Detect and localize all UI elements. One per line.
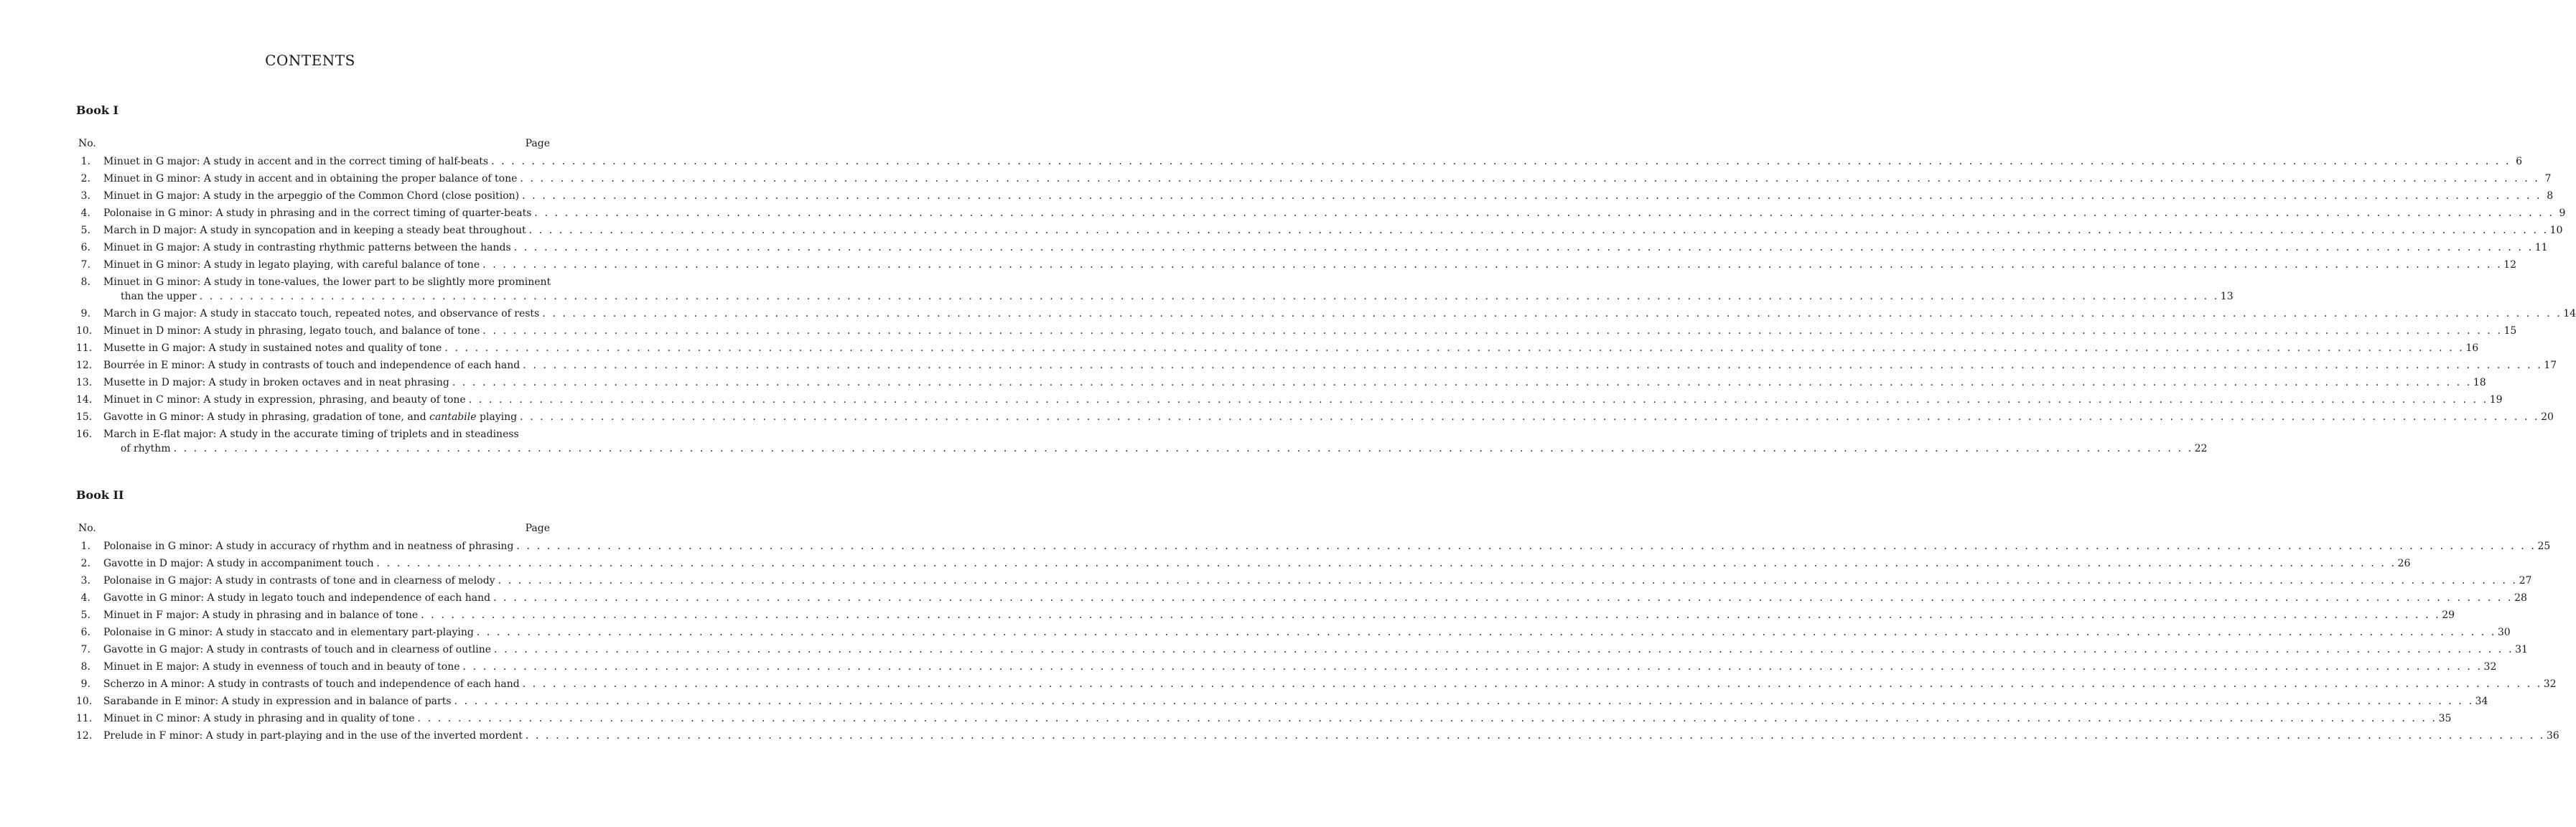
book-heading: Book I — [76, 103, 119, 117]
dot-leader: . . . . . . . . . . . . . . . . . . . . . . . . . . . . . . . . . . . . . . . . . . . . . . . . . . . . . . . . . . . . . . . . . . . . . . . . . . . . . . . . . . . . . . . . . . . . . . . . . . . . . . . . . . . . . . . . . . . . . . . . . . . . . . . . . . . . . . . . . . . . . . . . . . . . . . . . . . . . . . . . . . . . . . . . . . . . . . . . . . . . . . . . . . . . . . . . . . . . . . . . — [173, 443, 2193, 454]
entry-title: Gavotte in G major: A study in contrasts of touch and in clearness of outline — [103, 644, 492, 655]
page-number: 8 — [2547, 190, 2554, 202]
entry-title: Minuet in G minor: A study in tone-values, the lower part to be slightly more prominent — [103, 276, 551, 288]
entry-title: Gavotte in G minor: A study in legato touch and independence of each hand — [103, 592, 491, 604]
dot-leader: . . . . . . . . . . . . . . . . . . . . . . . . . . . . . . . . . . . . . . . . . . . . . . . . . . . . . . . . . . . . . . . . . . . . . . . . . . . . . . . . . . . . . . . . . . . . . . . . . . . . . . . . . . . . . . . . . . . . . . . . . . . . . . . . . . . . . . . . . . . . . . . . . . . . . . . . . . . . . . . . . . . . . . . . . . . . . . . . . . . . . . . . . . . . . . . . . . . . . . . . — [523, 360, 2543, 371]
dot-leader: . . . . . . . . . . . . . . . . . . . . . . . . . . . . . . . . . . . . . . . . . . . . . . . . . . . . . . . . . . . . . . . . . . . . . . . . . . . . . . . . . . . . . . . . . . . . . . . . . . . . . . . . . . . . . . . . . . . . . . . . . . . . . . . . . . . . . . . . . . . . . . . . . . . . . . . . . . . . . . . . . . . . . . . . . . . . . . . . . . . . . . . . . . . . . . . . . . . . . . . . — [376, 558, 2397, 569]
entry-title: Minuet in C minor: A study in expression, phrasing, and beauty of tone — [103, 394, 466, 406]
toc-entry — [76, 393, 2503, 407]
entry-title: Minuet in G major: A study in contrasting rhythmic patterns between the hands — [103, 242, 511, 253]
entry-title: Polonaise in G minor: A study in staccato and in elementary part-playing — [103, 627, 474, 638]
entries-list — [76, 539, 2559, 743]
entry-title: Minuet in D minor: A study in phrasing, legato touch, and balance of tone — [103, 325, 480, 337]
entry-number: 1. — [80, 541, 90, 552]
toc-entry — [76, 556, 2411, 571]
toc-entry — [76, 307, 2576, 321]
page-number: 19 — [2489, 394, 2503, 406]
entry-number: 15. — [76, 411, 93, 423]
entry-title: Polonaise in G minor: A study in accuracy of rhythm and in neatness of phrasing — [103, 541, 514, 552]
entry-title: Scherzo in A minor: A study in contrasts of touch and independence of each hand — [103, 678, 520, 690]
entry-number: 1. — [80, 156, 90, 167]
book-section-1 — [76, 103, 2576, 459]
column-no-label: No. — [78, 138, 96, 149]
dot-leader: . . . . . . . . . . . . . . . . . . . . . . . . . . . . . . . . . . . . . . . . . . . . . . . . . . . . . . . . . . . . . . . . . . . . . . . . . . . . . . . . . . . . . . . . . . . . . . . . . . . . . . . . . . . . . . . . . . . . . . . . . . . . . . . . . . . . . . . . . . . . . . . . . . . . . . . . . . . . . . . . . . . . . . . . . . . . . . . . . . . . . . . . . . . . . . . . . . . . . . . . — [534, 207, 2554, 219]
dot-leader: . . . . . . . . . . . . . . . . . . . . . . . . . . . . . . . . . . . . . . . . . . . . . . . . . . . . . . . . . . . . . . . . . . . . . . . . . . . . . . . . . . . . . . . . . . . . . . . . . . . . . . . . . . . . . . . . . . . . . . . . . . . . . . . . . . . . . . . . . . . . . . . . . . . . . . . . . . . . . . . . . . . . . . . . . . . . . . . . . . . . . . . . . . . . . . . . . . . . . . . . — [520, 173, 2540, 184]
entry-title: Minuet in F major: A study in phrasing and in balance of tone — [103, 609, 419, 621]
page-number: 35 — [2438, 713, 2452, 724]
entry-title: Bourrée in E minor: A study in contrasts of touch and independence of each hand — [103, 360, 521, 371]
page-number: 27 — [2519, 575, 2532, 587]
entry-title-continued: of rhythm — [121, 443, 171, 454]
entry-number: 12. — [76, 730, 93, 742]
entry-title: Polonaise in G minor: A study in phrasing and in the correct timing of quarter-beats — [103, 207, 532, 219]
toc-entry — [76, 694, 2488, 709]
dot-leader: . . . . . . . . . . . . . . . . . . . . . . . . . . . . . . . . . . . . . . . . . . . . . . . . . . . . . . . . . . . . . . . . . . . . . . . . . . . . . . . . . . . . . . . . . . . . . . . . . . . . . . . . . . . . . . . . . . . . . . . . . . . . . . . . . . . . . . . . . . . . . . . . . . . . . . . . . . . . . . . . . . . . . . . . . . . . . . . . . . . . . . . . . . . . . . . . . . . . . . . . — [522, 678, 2542, 690]
entries-list — [76, 154, 2576, 456]
book-heading: Book II — [76, 488, 124, 502]
dot-leader: . . . . . . . . . . . . . . . . . . . . . . . . . . . . . . . . . . . . . . . . . . . . . . . . . . . . . . . . . . . . . . . . . . . . . . . . . . . . . . . . . . . . . . . . . . . . . . . . . . . . . . . . . . . . . . . . . . . . . . . . . . . . . . . . . . . . . . . . . . . . . . . . . . . . . . . . . . . . . . . . . . . . . . . . . . . . . . . . . . . . . . . . . . . . . . . . . . . . . . . . — [525, 730, 2545, 742]
entry-number: 16. — [76, 429, 93, 440]
entry-title: Minuet in G minor: A study in legato playing, with careful balance of tone — [103, 259, 480, 271]
entry-title: Minuet in G major: A study in the arpeggio of the Common Chord (close position) — [103, 190, 520, 202]
entry-number: 2. — [80, 173, 90, 184]
dot-leader: . . . . . . . . . . . . . . . . . . . . . . . . . . . . . . . . . . . . . . . . . . . . . . . . . . . . . . . . . . . . . . . . . . . . . . . . . . . . . . . . . . . . . . . . . . . . . . . . . . . . . . . . . . . . . . . . . . . . . . . . . . . . . . . . . . . . . . . . . . . . . . . . . . . . . . . . . . . . . . . . . . . . . . . . . . . . . . . . . . . . . . . . . . . . . . . . . . . . . . . . — [468, 394, 2488, 406]
entry-title-italic: cantabile — [429, 411, 477, 423]
dot-leader: . . . . . . . . . . . . . . . . . . . . . . . . . . . . . . . . . . . . . . . . . . . . . . . . . . . . . . . . . . . . . . . . . . . . . . . . . . . . . . . . . . . . . . . . . . . . . . . . . . . . . . . . . . . . . . . . . . . . . . . . . . . . . . . . . . . . . . . . . . . . . . . . . . . . . . . . . . . . . . . . . . . . . . . . . . . . . . . . . . . . . . . . . . . . . . . . . . . . . . . . — [493, 592, 2514, 604]
toc-entry — [76, 625, 2511, 640]
entry-title: Prelude in F minor: A study in part-playing and in the use of the inverted mordent — [103, 730, 523, 742]
entry-number: 8. — [80, 661, 90, 673]
toc-entry — [76, 324, 2517, 338]
toc-entry — [76, 608, 2455, 622]
entry-title: Minuet in G minor: A study in accent and in obtaining the proper balance of tone — [103, 173, 518, 184]
page-number: 16 — [2465, 342, 2479, 354]
page-number: 32 — [2543, 678, 2557, 690]
toc-entry — [76, 375, 2486, 390]
toc-entry — [76, 729, 2559, 743]
entry-title-continued: than the upper — [121, 291, 197, 302]
dot-leader: . . . . . . . . . . . . . . . . . . . . . . . . . . . . . . . . . . . . . . . . . . . . . . . . . . . . . . . . . . . . . . . . . . . . . . . . . . . . . . . . . . . . . . . . . . . . . . . . . . . . . . . . . . . . . . . . . . . . . . . . . . . . . . . . . . . . . . . . . . . . . . . . . . . . . . . . . . . . . . . . . . . . . . . . . . . . . . . . . . . . . . . . . . . . . . . . . . . . . . . . — [522, 190, 2542, 202]
entry-number: 12. — [76, 360, 93, 371]
dot-leader: . . . . . . . . . . . . . . . . . . . . . . . . . . . . . . . . . . . . . . . . . . . . . . . . . . . . . . . . . . . . . . . . . . . . . . . . . . . . . . . . . . . . . . . . . . . . . . . . . . . . . . . . . . . . . . . . . . . . . . . . . . . . . . . . . . . . . . . . . . . . . . . . . . . . . . . . . . . . . . . . . . . . . . . . . . . . . . . . . . . . . . . . . . . . . . . . . . . . . . . . — [491, 156, 2511, 167]
entry-number: 7. — [80, 644, 90, 655]
entry-title: Musette in G major: A study in sustained notes and quality of tone — [103, 342, 442, 354]
entry-title: Polonaise in G major: A study in contrasts of tone and in clearness of melody — [103, 575, 495, 587]
dot-leader: . . . . . . . . . . . . . . . . . . . . . . . . . . . . . . . . . . . . . . . . . . . . . . . . . . . . . . . . . . . . . . . . . . . . . . . . . . . . . . . . . . . . . . . . . . . . . . . . . . . . . . . . . . . . . . . . . . . . . . . . . . . . . . . . . . . . . . . . . . . . . . . . . . . . . . . . . . . . . . . . . . . . . . . . . . . . . . . . . . . . . . . . . . . . . . . . . . . . . . . . — [516, 541, 2537, 552]
entry-number: 6. — [80, 242, 90, 253]
column-headers — [76, 137, 550, 150]
page-title: CONTENTS — [265, 52, 355, 69]
toc-entry — [76, 660, 2497, 674]
book-section-2 — [76, 487, 2559, 746]
toc-entry — [76, 643, 2528, 657]
entry-number: 13. — [76, 377, 93, 388]
page-number: 15 — [2503, 325, 2517, 337]
dot-leader: . . . . . . . . . . . . . . . . . . . . . . . . . . . . . . . . . . . . . . . . . . . . . . . . . . . . . . . . . . . . . . . . . . . . . . . . . . . . . . . . . . . . . . . . . . . . . . . . . . . . . . . . . . . . . . . . . . . . . . . . . . . . . . . . . . . . . . . . . . . . . . . . . . . . . . . . . . . . . . . . . . . . . . . . . . . . . . . . . . . . . . . . . . . . . . . . . . . . . . . . — [444, 342, 2465, 354]
toc-entry — [76, 410, 2554, 424]
toc-entry — [76, 223, 2563, 238]
entry-number: 14. — [76, 394, 93, 406]
entry-title: Minuet in E major: A study in evenness of touch and in beauty of tone — [103, 661, 460, 673]
toc-entry — [76, 427, 2208, 456]
page-number: 31 — [2515, 644, 2528, 655]
dot-leader: . . . . . . . . . . . . . . . . . . . . . . . . . . . . . . . . . . . . . . . . . . . . . . . . . . . . . . . . . . . . . . . . . . . . . . . . . . . . . . . . . . . . . . . . . . . . . . . . . . . . . . . . . . . . . . . . . . . . . . . . . . . . . . . . . . . . . . . . . . . . . . . . . . . . . . . . . . . . . . . . . . . . . . . . . . . . . . . . . . . . . . . . . . . . . . . . . . . . . . . . — [199, 291, 2219, 302]
entry-number: 3. — [80, 190, 90, 202]
page-number: 18 — [2473, 377, 2486, 388]
page-number: 32 — [2483, 661, 2497, 673]
page-number: 10 — [2549, 225, 2563, 236]
page-number: 26 — [2397, 558, 2411, 569]
dot-leader: . . . . . . . . . . . . . . . . . . . . . . . . . . . . . . . . . . . . . . . . . . . . . . . . . . . . . . . . . . . . . . . . . . . . . . . . . . . . . . . . . . . . . . . . . . . . . . . . . . . . . . . . . . . . . . . . . . . . . . . . . . . . . . . . . . . . . . . . . . . . . . . . . . . . . . . . . . . . . . . . . . . . . . . . . . . . . . . . . . . . . . . . . . . . . . . . . . . . . . . . — [421, 609, 2441, 621]
toc-entry — [76, 341, 2479, 355]
dot-leader: . . . . . . . . . . . . . . . . . . . . . . . . . . . . . . . . . . . . . . . . . . . . . . . . . . . . . . . . . . . . . . . . . . . . . . . . . . . . . . . . . . . . . . . . . . . . . . . . . . . . . . . . . . . . . . . . . . . . . . . . . . . . . . . . . . . . . . . . . . . . . . . . . . . . . . . . . . . . . . . . . . . . . . . . . . . . . . . . . . . . . . . . . . . . . . . . . . . . . . . . — [452, 377, 2472, 388]
entry-number: 4. — [80, 592, 90, 604]
page-number: 20 — [2541, 411, 2554, 423]
entry-number: 10. — [76, 325, 93, 337]
page-number: 13 — [2220, 291, 2234, 302]
column-no-label: No. — [78, 523, 96, 534]
entry-number: 4. — [80, 207, 90, 219]
page-number: 12 — [2503, 259, 2516, 271]
entry-number: 3. — [80, 575, 90, 587]
toc-entry — [76, 711, 2452, 726]
page-number: 14 — [2563, 308, 2576, 319]
dot-leader: . . . . . . . . . . . . . . . . . . . . . . . . . . . . . . . . . . . . . . . . . . . . . . . . . . . . . . . . . . . . . . . . . . . . . . . . . . . . . . . . . . . . . . . . . . . . . . . . . . . . . . . . . . . . . . . . . . . . . . . . . . . . . . . . . . . . . . . . . . . . . . . . . . . . . . . . . . . . . . . . . . . . . . . . . . . . . . . . . . . . . . . . . . . . . . . . . . . . . . . . — [528, 225, 2549, 236]
dot-leader: . . . . . . . . . . . . . . . . . . . . . . . . . . . . . . . . . . . . . . . . . . . . . . . . . . . . . . . . . . . . . . . . . . . . . . . . . . . . . . . . . . . . . . . . . . . . . . . . . . . . . . . . . . . . . . . . . . . . . . . . . . . . . . . . . . . . . . . . . . . . . . . . . . . . . . . . . . . . . . . . . . . . . . . . . . . . . . . . . . . . . . . . . . . . . . . . . . . . . . . . — [482, 259, 2503, 271]
column-page-label: Page — [525, 523, 550, 534]
toc-entry — [76, 154, 2523, 169]
entry-title: Minuet in G major: A study in accent and in the correct timing of half-beats — [103, 156, 489, 167]
page-number: 17 — [2544, 360, 2557, 371]
page-number: 7 — [2544, 173, 2552, 184]
page-number: 36 — [2546, 730, 2559, 742]
page-number: 6 — [2516, 156, 2523, 167]
entry-title: March in G major: A study in staccato touch, repeated notes, and observance of rests — [103, 308, 540, 319]
dot-leader: . . . . . . . . . . . . . . . . . . . . . . . . . . . . . . . . . . . . . . . . . . . . . . . . . . . . . . . . . . . . . . . . . . . . . . . . . . . . . . . . . . . . . . . . . . . . . . . . . . . . . . . . . . . . . . . . . . . . . . . . . . . . . . . . . . . . . . . . . . . . . . . . . . . . . . . . . . . . . . . . . . . . . . . . . . . . . . . . . . . . . . . . . . . . . . . . . . . . . . . . — [454, 696, 2474, 707]
toc-entry — [76, 172, 2552, 186]
page-number: 11 — [2534, 242, 2548, 253]
entry-number: 7. — [80, 259, 90, 271]
dot-leader: . . . . . . . . . . . . . . . . . . . . . . . . . . . . . . . . . . . . . . . . . . . . . . . . . . . . . . . . . . . . . . . . . . . . . . . . . . . . . . . . . . . . . . . . . . . . . . . . . . . . . . . . . . . . . . . . . . . . . . . . . . . . . . . . . . . . . . . . . . . . . . . . . . . . . . . . . . . . . . . . . . . . . . . . . . . . . . . . . . . . . . . . . . . . . . . . . . . . . . . . — [476, 627, 2496, 638]
entry-number: 11. — [76, 342, 93, 354]
dot-leader: . . . . . . . . . . . . . . . . . . . . . . . . . . . . . . . . . . . . . . . . . . . . . . . . . . . . . . . . . . . . . . . . . . . . . . . . . . . . . . . . . . . . . . . . . . . . . . . . . . . . . . . . . . . . . . . . . . . . . . . . . . . . . . . . . . . . . . . . . . . . . . . . . . . . . . . . . . . . . . . . . . . . . . . . . . . . . . . . . . . . . . . . . . . . . . . . . . . . . . . . — [498, 575, 2518, 587]
entry-title: Gavotte in D major: A study in accompaniment touch — [103, 558, 374, 569]
entry-number: 11. — [76, 713, 93, 724]
page-number: 28 — [2514, 592, 2527, 604]
entry-number: 10. — [76, 696, 93, 707]
column-headers — [76, 522, 550, 535]
entry-title: Minuet in C minor: A study in phrasing and in quality of tone — [103, 713, 415, 724]
dot-leader: . . . . . . . . . . . . . . . . . . . . . . . . . . . . . . . . . . . . . . . . . . . . . . . . . . . . . . . . . . . . . . . . . . . . . . . . . . . . . . . . . . . . . . . . . . . . . . . . . . . . . . . . . . . . . . . . . . . . . . . . . . . . . . . . . . . . . . . . . . . . . . . . . . . . . . . . . . . . . . . . . . . . . . . . . . . . . . . . . . . . . . . . . . . . . . . . . . . . . . . . — [520, 411, 2540, 423]
page-number: 25 — [2537, 541, 2551, 552]
entry-number: 6. — [80, 627, 90, 638]
entry-title: March in D major: A study in syncopation and in keeping a steady beat throughout — [103, 225, 526, 236]
toc-entry — [76, 539, 2551, 553]
dot-leader: . . . . . . . . . . . . . . . . . . . . . . . . . . . . . . . . . . . . . . . . . . . . . . . . . . . . . . . . . . . . . . . . . . . . . . . . . . . . . . . . . . . . . . . . . . . . . . . . . . . . . . . . . . . . . . . . . . . . . . . . . . . . . . . . . . . . . . . . . . . . . . . . . . . . . . . . . . . . . . . . . . . . . . . . . . . . . . . . . . . . . . . . . . . . . . . . . . . . . . . . — [494, 644, 2514, 655]
toc-entry — [76, 591, 2527, 605]
entry-number: 8. — [80, 276, 90, 288]
page-number: 30 — [2497, 627, 2511, 638]
column-page-label: Page — [525, 138, 550, 149]
entry-title: Gavotte in G minor: A study in phrasing, gradation of tone, and cantabile playing — [103, 411, 518, 423]
entry-number: 5. — [80, 225, 90, 236]
entry-title: Sarabande in E minor: A study in expression and in balance of parts — [103, 696, 452, 707]
toc-entry — [76, 240, 2548, 255]
entry-number: 9. — [80, 308, 90, 319]
entry-number: 2. — [80, 558, 90, 569]
dot-leader: . . . . . . . . . . . . . . . . . . . . . . . . . . . . . . . . . . . . . . . . . . . . . . . . . . . . . . . . . . . . . . . . . . . . . . . . . . . . . . . . . . . . . . . . . . . . . . . . . . . . . . . . . . . . . . . . . . . . . . . . . . . . . . . . . . . . . . . . . . . . . . . . . . . . . . . . . . . . . . . . . . . . . . . . . . . . . . . . . . . . . . . . . . . . . . . . . . . . . . . . — [462, 661, 2483, 673]
toc-entry — [76, 206, 2566, 220]
entry-number: 5. — [80, 609, 90, 621]
page-number: 22 — [2194, 443, 2208, 454]
toc-entry — [76, 275, 2234, 304]
toc-entry — [76, 358, 2557, 373]
toc-entry — [76, 574, 2532, 588]
dot-leader: . . . . . . . . . . . . . . . . . . . . . . . . . . . . . . . . . . . . . . . . . . . . . . . . . . . . . . . . . . . . . . . . . . . . . . . . . . . . . . . . . . . . . . . . . . . . . . . . . . . . . . . . . . . . . . . . . . . . . . . . . . . . . . . . . . . . . . . . . . . . . . . . . . . . . . . . . . . . . . . . . . . . . . . . . . . . . . . . . . . . . . . . . . . . . . . . . . . . . . . . — [482, 325, 2503, 337]
dot-leader: . . . . . . . . . . . . . . . . . . . . . . . . . . . . . . . . . . . . . . . . . . . . . . . . . . . . . . . . . . . . . . . . . . . . . . . . . . . . . . . . . . . . . . . . . . . . . . . . . . . . . . . . . . . . . . . . . . . . . . . . . . . . . . . . . . . . . . . . . . . . . . . . . . . . . . . . . . . . . . . . . . . . . . . . . . . . . . . . . . . . . . . . . . . . . . . . . . . . . . . . — [417, 713, 2437, 724]
toc-entry — [76, 677, 2557, 691]
dot-leader: . . . . . . . . . . . . . . . . . . . . . . . . . . . . . . . . . . . . . . . . . . . . . . . . . . . . . . . . . . . . . . . . . . . . . . . . . . . . . . . . . . . . . . . . . . . . . . . . . . . . . . . . . . . . . . . . . . . . . . . . . . . . . . . . . . . . . . . . . . . . . . . . . . . . . . . . . . . . . . . . . . . . . . . . . . . . . . . . . . . . . . . . . . . . . . . . . . . . . . . . — [513, 242, 2534, 253]
entry-title: Musette in D major: A study in broken octaves and in neat phrasing — [103, 377, 449, 388]
page-number: 29 — [2442, 609, 2455, 621]
entry-title: March in E-flat major: A study in the accurate timing of triplets and in steadiness — [103, 429, 519, 440]
toc-entry — [76, 258, 2516, 272]
dot-leader: . . . . . . . . . . . . . . . . . . . . . . . . . . . . . . . . . . . . . . . . . . . . . . . . . . . . . . . . . . . . . . . . . . . . . . . . . . . . . . . . . . . . . . . . . . . . . . . . . . . . . . . . . . . . . . . . . . . . . . . . . . . . . . . . . . . . . . . . . . . . . . . . . . . . . . . . . . . . . . . . . . . . . . . . . . . . . . . . . . . . . . . . . . . . . . . . . . . . . . . . — [542, 308, 2562, 319]
page-number: 34 — [2475, 696, 2488, 707]
toc-entry — [76, 189, 2554, 203]
entry-number: 9. — [80, 678, 90, 690]
page-number: 9 — [2559, 207, 2566, 219]
